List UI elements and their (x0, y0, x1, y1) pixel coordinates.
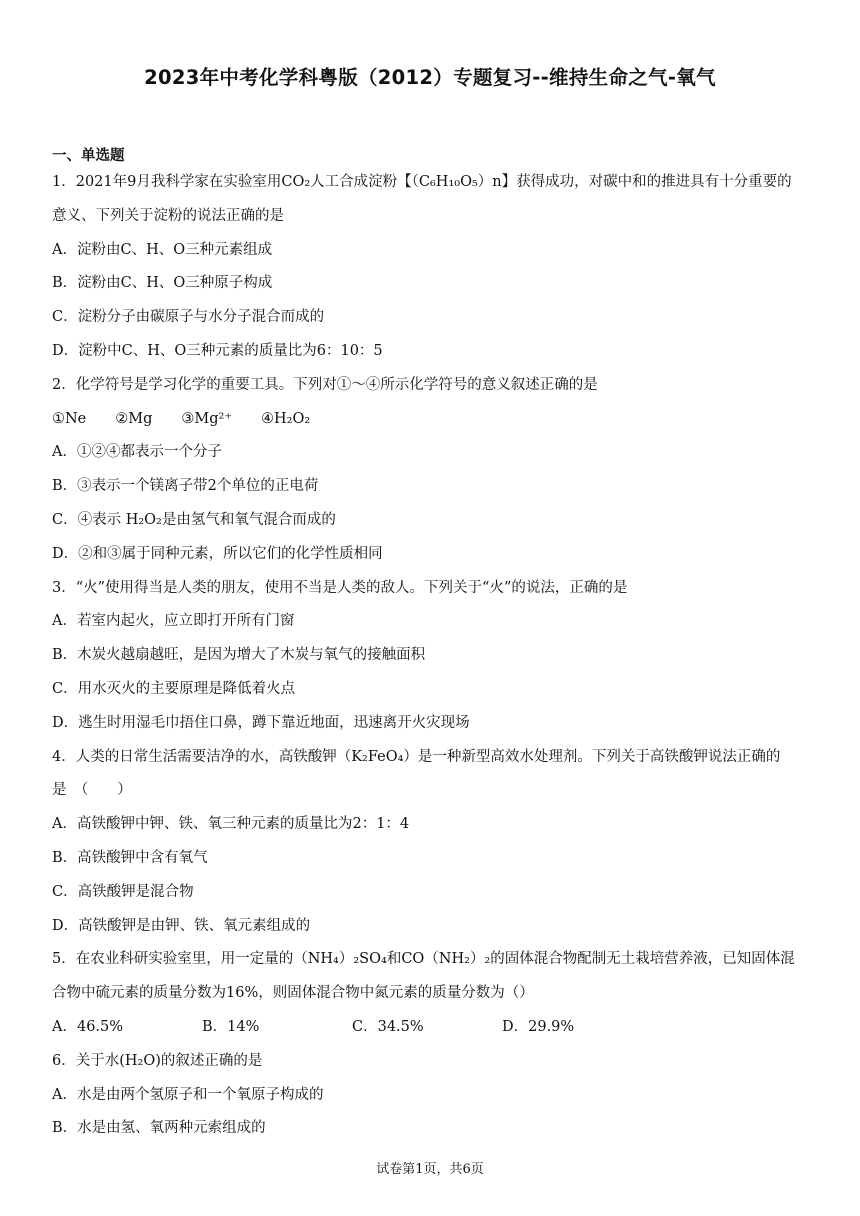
question-1-option-b: B．淀粉由C、H、O三种原子构成 (52, 275, 273, 292)
question-5-option-b: B．14% (202, 1018, 260, 1035)
question-3-stem: 3．“火”使用得当是人类的朋友，使用不当是人类的敌人。下列关于“火”的说法，正确的是 (52, 579, 628, 596)
question-4-stem-line-1: 4．人类的日常生活需要洁净的水，高铁酸钾（K₂FeO₄）是一种新型高效水处理剂。下列关于高铁酸钾说法正确的 (52, 748, 781, 765)
question-2-option-b: B．③表示一个镁离子带2个单位的正电荷 (52, 478, 319, 495)
question-list (52, 166, 812, 1146)
question-4-option-a: A．高铁酸钾中钾、铁、氧三种元素的质量比为2：1：4 (52, 816, 410, 833)
question-5-options (52, 1011, 812, 1045)
question-1-option-a: A．淀粉由C、H、O三种元素组成 (52, 241, 273, 258)
question-1-stem-line-2: 意义、下列关于淀粉的说法正确的是 (52, 207, 284, 224)
question-4-option-d: D．高铁酸钾是由钾、铁、氧元素组成的 (52, 917, 311, 934)
question-1-option-c: C．淀粉分子由碳原子与水分子混合而成的 (52, 309, 325, 326)
question-4-option-b: B．高铁酸钾中含有氧气 (52, 849, 208, 866)
question-3-option-a: A．若室内起火，应立即打开所有门窗 (52, 613, 295, 630)
question-2-option-c: C．④表示 H₂O₂是由氢气和氧气混合而成的 (52, 511, 336, 528)
question-1-stem-line-1: 1．2021年9月我科学家在实验室用CO₂人工合成淀粉【（C₆H₁₀O₅）n】获得成功，对碳中和的推进具有十分重要的 (52, 174, 792, 190)
question-4-stem-line-2: 是 （ ） (52, 782, 132, 799)
question-6-option-b: B．水是由氢、氧两种元索组成的 (52, 1120, 266, 1137)
page-footer: 试卷第1页，共6页 (376, 1162, 484, 1177)
question-5-option-a: A．46.5% (52, 1018, 124, 1035)
section-heading: 一、单选题 (52, 148, 125, 164)
question-5-option-c: C．34.5% (352, 1018, 424, 1035)
question-3-option-c: C．用水灭火的主要原理是降低着火点 (52, 680, 296, 697)
page-title: 2023年中考化学科粤版（2012）专题复习--维持生命之气-氧气 (144, 66, 716, 89)
question-6-option-a: A．水是由两个氢原子和一个氧原子构成的 (52, 1086, 324, 1103)
question-5-stem-line-1: 5．在农业科研实验室里，用一定量的（NH₄）₂SO₄和CO（NH₂）₂的固体混合物配制无土栽培营养液，已知固体混 (52, 951, 795, 968)
question-4-option-c: C．高铁酸钾是混合物 (52, 883, 194, 900)
question-2-symbols: ①Ne ②Mg ③Mg²⁺ ④H₂O₂ (52, 410, 311, 427)
question-2-option-d: D．②和③属于同种元素，所以它们的化学性质相同 (52, 545, 383, 562)
question-5-stem-line-2: 合物中硫元素的质量分数为16%，则固体混合物中氮元素的质量分数为（） (52, 985, 534, 1002)
question-2-stem-line-1: 2．化学符号是学习化学的重要工具。下列对①～④所示化学符号的意义叙述正确的是 (52, 376, 598, 393)
question-5-option-d: D．29.9% (502, 1018, 575, 1035)
question-3-option-d: D．逃生时用湿毛巾捂住口鼻，蹲下靠近地面，迅速离开火灾现场 (52, 714, 470, 731)
question-3-option-b: B．木炭火越扇越旺，是因为增大了木炭与氧气的接触面积 (52, 647, 426, 664)
question-1-option-d: D．淀粉中C、H、O三种元素的质量比为6：10：5 (52, 342, 383, 359)
question-6-stem: 6．关于水(H₂O)的叙述正确的是 (52, 1052, 263, 1069)
question-2-option-a: A．①②④都表示一个分子 (52, 444, 222, 461)
